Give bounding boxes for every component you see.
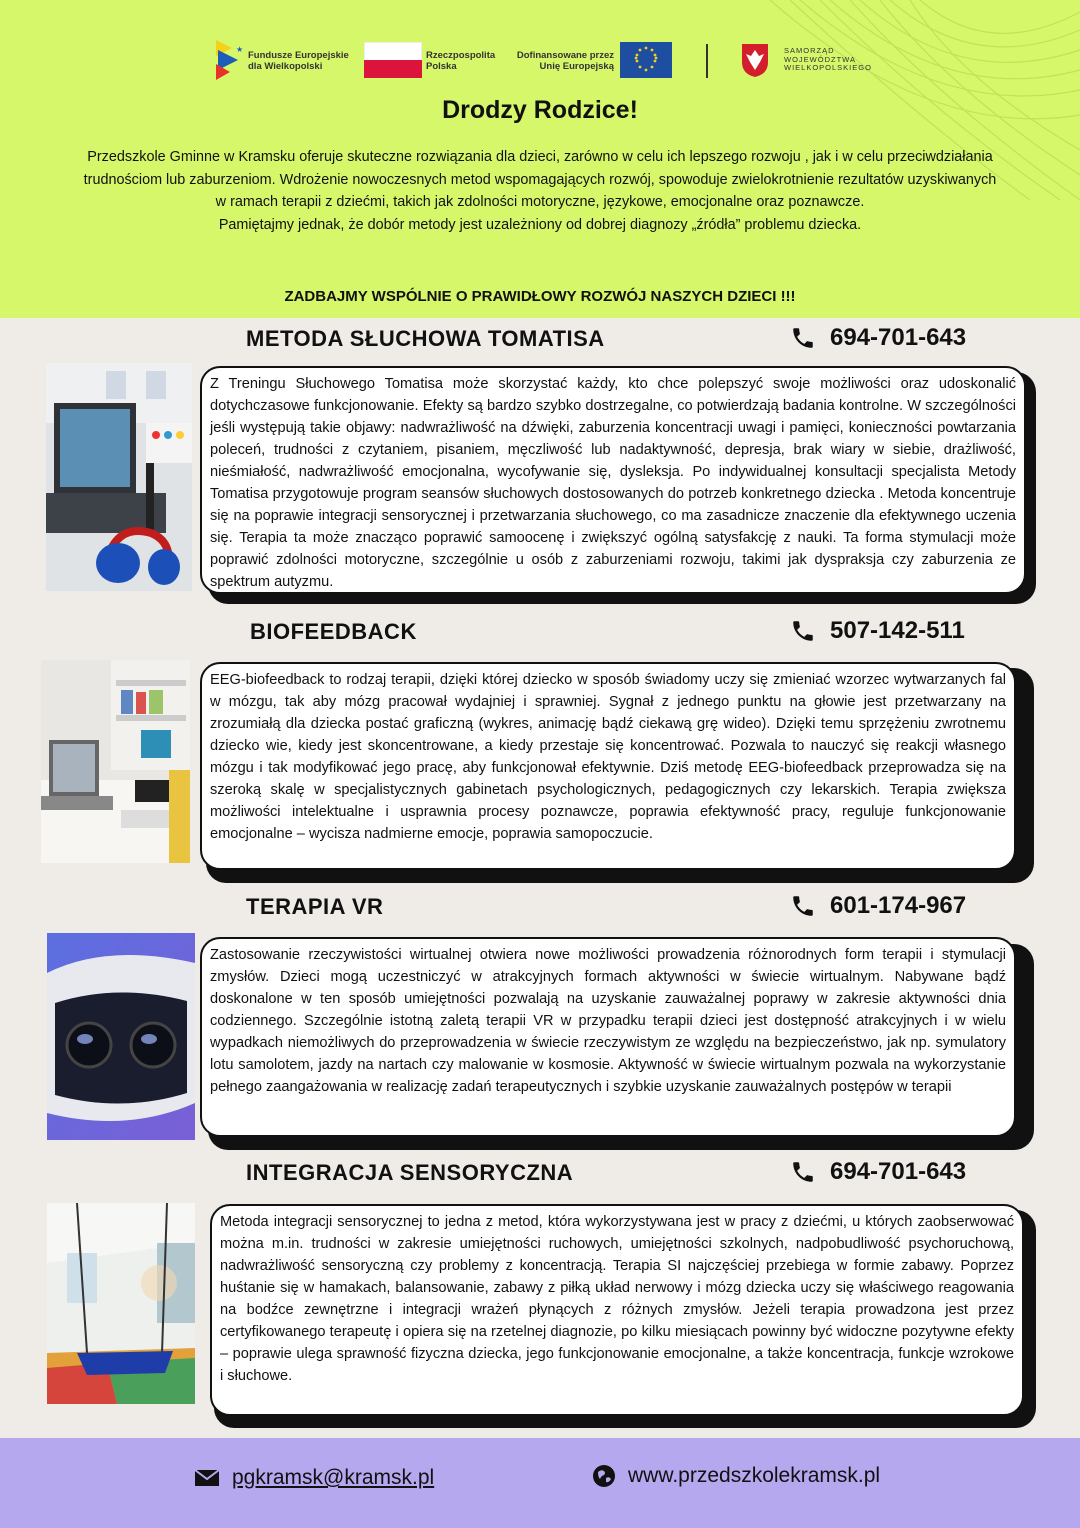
vr-headset-photo-illustration <box>47 933 195 1140</box>
footer <box>0 1438 1080 1528</box>
header-banner <box>0 0 1080 318</box>
phone-number[interactable]: 601-174-967 <box>830 892 967 919</box>
photo-vr <box>47 933 195 1140</box>
mail-icon <box>194 1468 220 1488</box>
section-card-biofeedback: EEG-biofeedback to rodzaj terapii, dzięki której dziecko w sposób świadomy uczy się zmieniać wzorzec wytwarzanych fal w mózgu, tak aby mózg pracował wydajniej i sprawniej. Sygnał z jednego punktu na głowie jest przetwarzany na zrozumiałą dla dziecka postać graficzną (wykres, animację bądź ciekawą grę wideo). Dzięki temu sprzężeniu zwrotnemu dziecko wie, kiedy jest skoncentrowane, a kiedy przestaje się koncentrować. Pozwala to nauczyć się reakcji własnego mózgu i tak modyfikować jego pracę, aby funkcjonował efektywnie. Dziś metodę EEG-biofeedback przeprowadza się na szeroką skalę w specjalistycznych gabinetach psychologicznych, pedagogicznych czy lekarskich. Terapia zwiększa możliwości intelektualne i usprawnia procesy poznawcze, poprawia efektywność pracy, reguluje funkcjonowanie emocjonalne – wycisza nadmierne emocje, poprawia samopoczucie. <box>200 662 1016 870</box>
biofeedback-photo-illustration <box>41 660 190 863</box>
section-title-si: INTEGRACJA SENSORYCZNA <box>246 1160 574 1185</box>
website-link[interactable]: www.przedszkolekramsk.pl <box>628 1464 881 1487</box>
section-card-si: Metoda integracji sensorycznej to jedna z metod, która wykorzystywana jest w pracy z dziećmi, u których zaobserwować można m.in. trudności w zakresie umiejętności ruchowych, umiejętności szkolnych, nadpobudliwość psychoruchową, nadwrażliwość sensoryczną czy problemy z koncentracją. Terapia SI najczęściej przebiega w formie zabawy. Poprzez huśtanie się w hamakach, balansowanie, zabawy z piłką układ nerwowy i mózg dziecka uczy się właściwego reagowania na bodźce zewnętrzne i integracji wrażeń płynących z różnych zmysłów. Jeżeli terapia prowadzona jest przez certyfikowanego terapeutę i opiera się na rzetelnej diagnozie, po kilku miesiącach powinny być widoczne pozytywne efekty – poprawie ulega sprawność fizyczna dziecka, jego funkcjonowanie emocjonalne, a także koncentracja, funkcje wzrokowe i słuchowe. <box>210 1204 1024 1416</box>
photo-si <box>47 1203 195 1404</box>
section-phone-vr[interactable] <box>790 892 966 920</box>
slogan: ZADBAJMY WSPÓLNIE O PRAWIDŁOWY ROZWÓJ NASZYCH DZIECI !!! <box>284 288 796 305</box>
wielkopolska-crest-icon <box>740 42 770 78</box>
page-title: Drodzy Rodzice! <box>442 96 638 124</box>
phone-number[interactable]: 694-701-643 <box>830 324 967 351</box>
intro-paragraph-2: Pamiętajmy jednak, że dobór metody jest uzależniony od dobrej diagnozy „źródła” problemu dziecka. <box>218 216 862 233</box>
fundusze-logo-icon <box>216 40 244 80</box>
section-title-vr: TERAPIA VR <box>246 894 384 919</box>
section-title-tomatis: METODA SŁUCHOWA TOMATISA <box>246 326 605 351</box>
phone-icon <box>790 893 816 919</box>
globe-icon <box>592 1464 616 1488</box>
fundusze-logo-text: Fundusze Europejskie dla Wielkopolski <box>248 50 349 72</box>
ue-logo-text: Dofinansowane przez Unię Europejską <box>516 50 614 72</box>
rp-logo-text: Rzeczpospolita Polska <box>426 50 496 72</box>
tomatis-photo-illustration <box>46 363 192 591</box>
footer-email[interactable] <box>194 1466 434 1490</box>
sensory-room-photo-illustration <box>47 1203 195 1404</box>
section-phone-tomatis[interactable] <box>790 324 966 352</box>
logo-divider <box>706 44 708 78</box>
section-card-vr: Zastosowanie rzeczywistości wirtualnej otwiera nowe możliwości prowadzenia różnorodnych form terapii i stymulacji zmysłów. Dzieci mogą uczestniczyć w atrakcyjnych formach aktywności w świecie wirtualnym. Nabywane bądź doskonalone w ten sposób umiejętności pozwalają na uzyskanie zauważalnej poprawy w zakresie aktywności dnia codziennego. Szczególnie istotną zaletą terapii VR w przypadku terapii dzieci jest dostępność atrakcyjnych i w wielu wypadkach niemożliwych do przeprowadzenia w świecie rzeczywistym ze względu na bezpieczeństwo, jak np. symulatory lotu samolotem, jazdy na nartach czy malowanie w kosmosie. Aktywność w świecie wirtualnym pozwala na wykorzystanie pełnego zaangażowania w realizację zadań terapeutycznych i szybkie uzyskanie zauważalnych postępów w terapii <box>200 937 1016 1137</box>
footer-website[interactable] <box>592 1464 880 1488</box>
email-link[interactable]: pgkramsk@kramsk.pl <box>232 1466 435 1489</box>
phone-number[interactable]: 507-142-511 <box>830 617 965 644</box>
samorzad-logo-text: SAMORZĄD WOJEWÓDZTWA WIELKOPOLSKIEGO <box>784 46 872 72</box>
phone-number[interactable]: 694-701-643 <box>830 1158 967 1185</box>
section-card-tomatis: Z Treningu Słuchowego Tomatisa może skorzystać każdy, kto chce polepszyć swoje możliwości oraz udoskonalić dotychczasowe funkcjonowanie. Efekty są bardzo szybko dostrzegalne, co potwierdzają badania kontrolne. W szczególności jeśli występują takie objawy: nadwrażliwość na dźwięki, zaburzenia koncentracji uwagi i pamięci, konieczności powtarzania poleceń, trudności z czytaniem, pisaniem, męczliwość lub nadaktywność, depresja, brak wiary w siebie, drażliwość, nieśmiałość, nadwrażliwość emocjonalna, wycofywanie się, dysleksja. Po indywidualnej konsultacji specjalista Metody Tomatisa przygotowuje program seansów słuchowych dostosowanych do potrzeb konkretnego dziecka . Metoda koncentruje się na poprawie integracji sensorycznej i przetwarzania słuchowego, co ma zasadnicze znaczenie dla efektywnego uczenia się. Terapia ta może znacząco poprawić samoocenę i zwiększyć ogólną satysfakcję z nauki. Ta forma stymulacji może poprawić zdolności motoryczne, szczególnie u osób z zaburzeniami rozwoju, takimi jak dyspraksja czy zaburzenia ze spektrum autyzmu. <box>200 366 1026 594</box>
logo-strip <box>0 38 1080 88</box>
section-phone-si[interactable] <box>790 1158 966 1186</box>
intro-text <box>80 146 1000 236</box>
section-title-biofeedback: BIOFEEDBACK <box>250 619 417 644</box>
section-phone-biofeedback[interactable] <box>790 617 965 645</box>
polish-flag-icon <box>364 42 422 78</box>
phone-icon <box>790 1159 816 1185</box>
svg-text:★: ★ <box>236 45 244 54</box>
intro-paragraph-1: Przedszkole Gminne w Kramsku oferuje skuteczne rozwiązania dla dzieci, zarówno w celu ich lepszego rozwoju , jak i w celu przeciwdziałania trudnościom lub zaburzeniom. Wdrożenie nowoczesnych metod wspomagających rozwój, spowoduje zwielokrotnienie rezultatów uzyskiwanych w ramach terapii z dziećmi, takich jak zdolności motoryczne, językowe, emocjonalne oraz poznawcze. <box>83 149 997 210</box>
photo-tomatis <box>46 363 192 591</box>
phone-icon <box>790 618 816 644</box>
photo-biofeedback <box>41 660 190 863</box>
eu-flag-icon <box>620 42 672 78</box>
phone-icon <box>790 325 816 351</box>
